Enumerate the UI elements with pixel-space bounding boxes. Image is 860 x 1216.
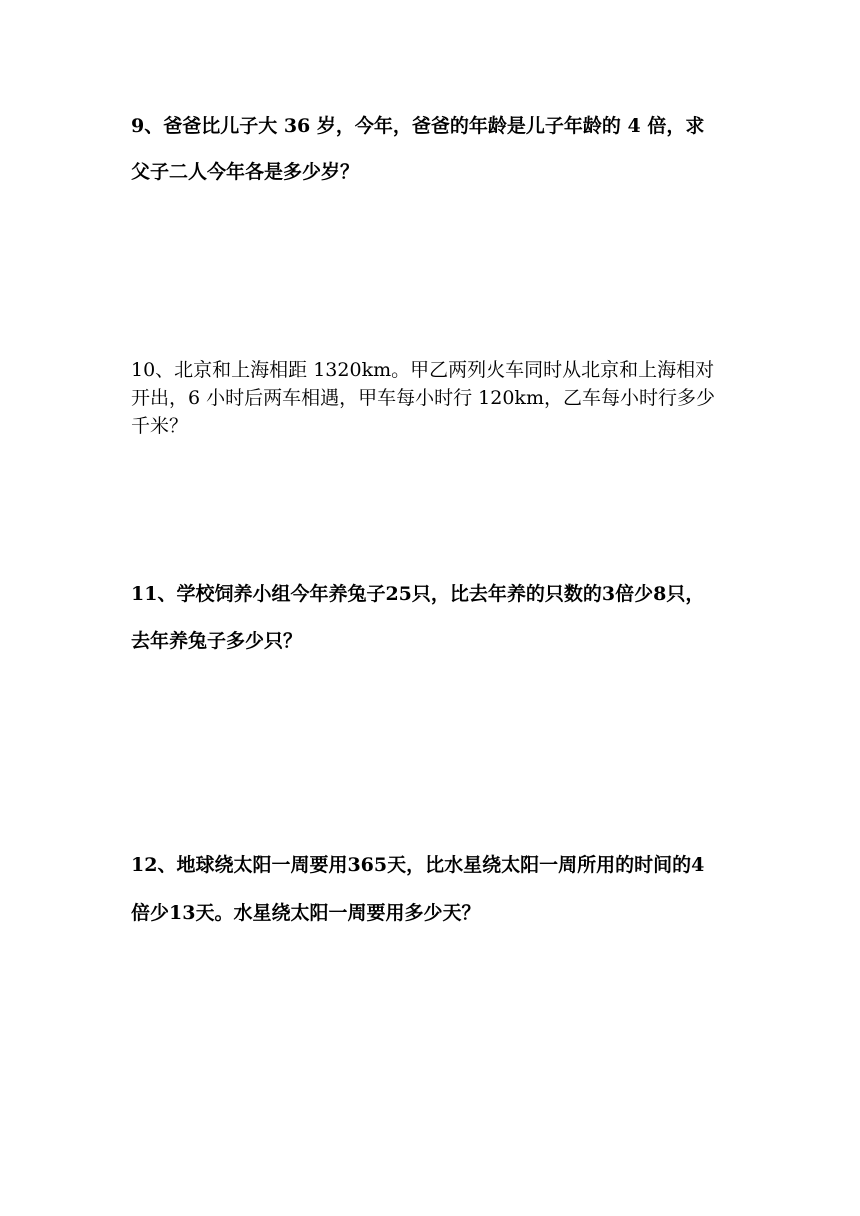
problem-12-line-1: 12、地球绕太阳一周要用365天，比水星绕太阳一周所用的时间的4 (131, 854, 705, 876)
problem-11-line-2: 去年养兔子多少只？ (131, 630, 303, 652)
problem-12-line-2: 倍少13天。水星绕太阳一周要用多少天？ (131, 902, 481, 924)
problem-9-line-2: 父子二人今年各是多少岁？ (131, 161, 360, 183)
problem-10-line-1: 10、北京和上海相距 1320km。甲乙两列火车同时从北京和上海相对 (131, 359, 715, 381)
problem-10-line-2: 开出，6 小时后两车相遇，甲车每小时行 120km，乙车每小时行多少 (131, 387, 715, 409)
problem-11-line-1: 11、学校饲养小组今年养兔子25只，比去年养的只数的3倍少8只， (131, 583, 705, 605)
problem-9-line-1: 9、爸爸比儿子大 36 岁，今年，爸爸的年龄是儿子年龄的 4 倍，求 (131, 115, 705, 137)
problem-10-line-3: 千米？ (131, 415, 189, 437)
